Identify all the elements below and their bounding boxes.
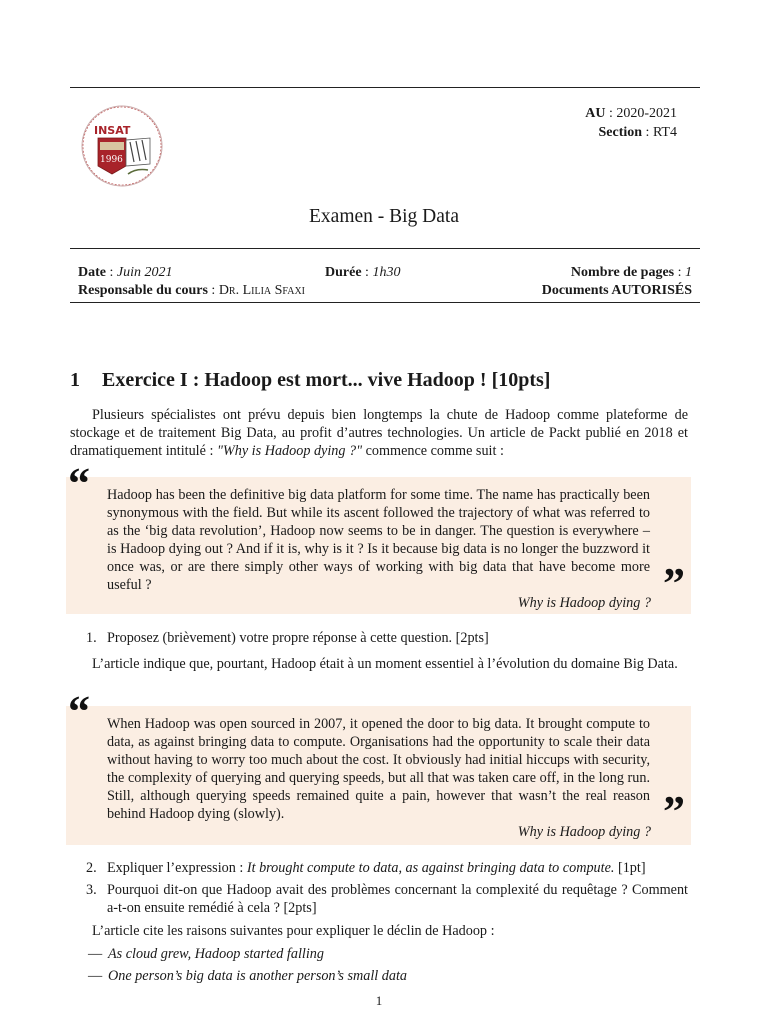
page-number: 1 [375,993,383,1008]
academic-info: AU : 2020-2021 Section : RT4 [585,106,677,140]
intro-text: Plusieurs spécialistes ont prévu depuis bien longtemps la chute de Hadoop comme plateforme de stockage et de traitement Big Data, au profit d’autres technologies. Un article de Packt publié en 2018 et dramatiquement intitulé : [70,407,688,459]
date-label: Date [78,265,106,280]
quote-2-source: Why is Hadoop dying ? [517,824,651,840]
pages-value: 1 [685,265,692,280]
paragraph-3: L’article cite les raisons suivantes pour expliquer le déclin de Hadoop : [92,923,495,939]
open-quote-icon: “ [68,459,90,508]
reason-text: As cloud grew, Hadoop started falling [108,946,324,962]
meta-rule [70,302,700,303]
question-3-text: Pourquoi dit-on que Hadoop avait des problèmes concernant la complexité du requêtage ? Comment a-t-on ensuite remédié à cela ? [2pts] [107,882,688,916]
title-rule [70,248,700,249]
section-title: Exercice I : Hadoop est mort... vive Hadoop ! [10pts] [102,369,551,391]
question-2-text: Expliquer l’expression : [107,860,247,876]
section-heading [70,369,550,392]
close-quote-icon: ” [663,559,685,608]
question-1 [86,629,688,647]
question-2-quote: It brought compute to data, as against bringing data to compute. [246,860,615,876]
dash-icon: — [88,968,103,984]
question-2 [86,859,688,877]
question-2-points: [1pt] [614,860,646,876]
intro-tail: commence comme suit : [362,443,504,459]
exam-title: Examen - Big Data [309,206,459,227]
reason-text: One person’s big data is another person’s small data [108,968,408,984]
duree-label: Durée [325,265,362,280]
section-label: Section [598,125,643,140]
date-value: Juin 2021 [116,265,173,280]
question-1-number: 1. [86,630,97,646]
close-quote-icon: ” [663,787,685,836]
question-3-number: 3. [86,882,97,898]
au-value: 2020-2021 [616,106,677,121]
resp-label: Responsable du cours [78,283,208,298]
quote-1-source: Why is Hadoop dying ? [517,595,651,611]
quote-box-2 [66,706,691,845]
quote-box-1 [66,477,691,614]
quote-2-text: When Hadoop was open sourced in 2007, it opened the door to big data. It brought compute to data, as against bringing data to compute. Organisations had the opportunity to scale their data without having to worry too much about the cost. It obviously had initial hiccups with security, the complexity of querying and querying speeds, but all that was taken care off, in the long run. Still, although querying speeds remained quite a pain, however that wasn’t the real reason behind Hadoop dying (slowly). [107,716,650,822]
open-quote-icon: “ [68,687,90,736]
dash-icon: — [88,946,103,962]
au-label: AU [585,106,606,121]
section-value: RT4 [652,125,677,140]
question-2-number: 2. [86,860,97,876]
reason-item [88,945,688,963]
reason-item [88,967,688,985]
logo-text: INSAT [94,124,131,137]
insat-logo [78,104,170,188]
quote-1-text: Hadoop has been the definitive big data platform for some time. The name has practically been synonymous with the field. But while its ascent followed the trajectory of what was referred to as the ‘big data revolution’, Hadoop now seems to be in danger. The question is everywhere – is Hadoop dying out ? And if it is, why is it ? Is it because big data is no longer the buzzword it once was, or are there simply other ways of working with big data that have become more useful ? [107,487,650,593]
duree-value: 1h30 [372,265,401,280]
intro-paragraph [70,406,688,460]
documents-allowed: Documents AUTORISÉS [541,283,692,298]
question-1-text: Proposez (brièvement) votre propre réponse à cette question. [2pts] [107,630,489,646]
exam-meta: Date : Juin 2021 Durée : 1h30 Nombre de pages : 1 Responsable du cours : Dr. Lilia Sfaxi Documents AUTORISÉS [78,265,692,298]
section-number: 1 [70,369,80,391]
question-3 [86,881,688,917]
pages-label: Nombre de pages [570,265,675,280]
top-rule [70,87,700,88]
intro-article-title: "Why is Hadoop dying ?" [216,443,363,459]
paragraph-2: L’article indique que, pourtant, Hadoop était à un moment essentiel à l’évolution du domaine Big Data. [92,656,678,672]
resp-value: Dr. Lilia Sfaxi [218,283,306,298]
logo-year: 1996 [100,155,123,165]
